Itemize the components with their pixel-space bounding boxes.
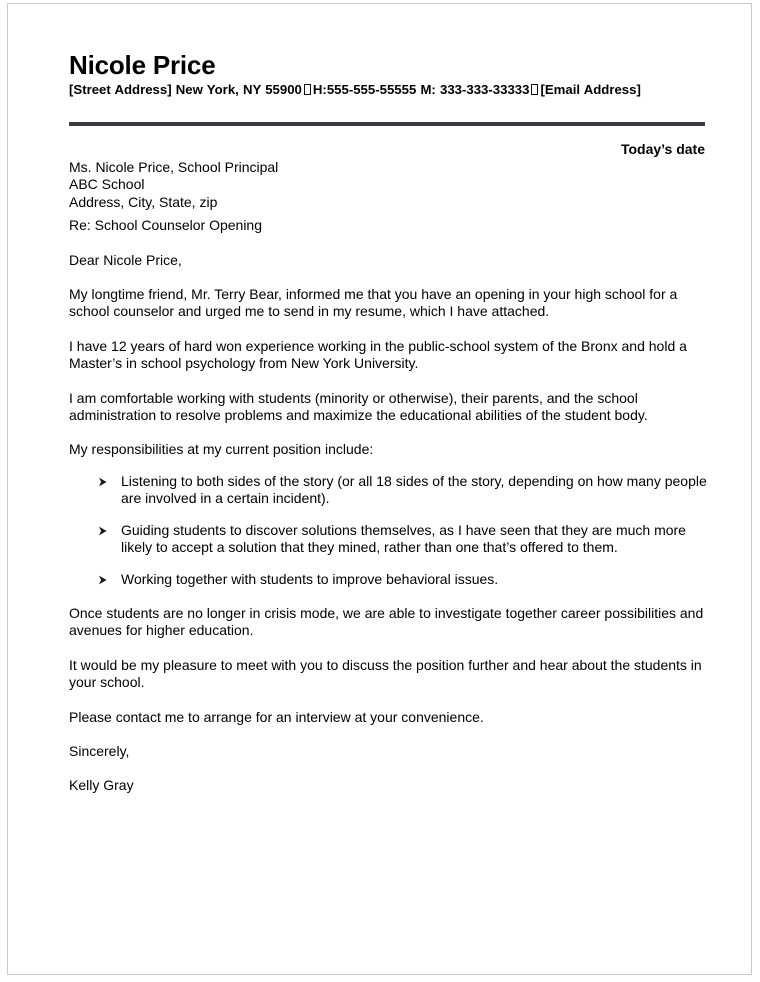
recipient-block [69,159,709,211]
responsibilities-list [69,473,709,588]
body-paragraph-1: My longtime friend, Mr. Terry Bear, informed me that you have an opening in your high school for a school counselor and urged me to send in my resume, which I have attached. [69,286,678,320]
document-page [7,3,752,975]
list-item-label: Listening to both sides of the story (or all 18 sides of the story, depending on how many people are involved in a certain incident). [121,472,707,507]
body-paragraph-2: I have 12 years of hard won experience working in the public-school system of the Bronx and hold a Master’s in school psychology from New York University. [69,337,687,372]
arrowhead-right-icon [98,473,112,487]
body-paragraph-4: Once students are no longer in crisis mode, we are able to investigate together career possibilities and avenues for higher education. [69,604,704,639]
recipient-line-2: ABC School [69,176,145,193]
list-item [69,522,709,557]
sender-address: [Street Address] New York, NY 55900 [69,82,302,97]
body-paragraph-3: I am comfortable working with students (minority or otherwise), their parents, and the school administration to resolve problems and maximize the educational abilities of the student body. [69,389,648,424]
salutation: Dear Nicole Price, [69,251,182,268]
list-item [69,571,709,588]
sender-name: Nicole Price [69,50,216,80]
signature-closing: Sincerely, [69,742,130,759]
missing-glyph-box-icon [531,84,538,95]
arrowhead-right-icon [98,571,112,585]
subject-line: Re: School Counselor Opening [69,217,263,234]
letterhead [69,50,705,98]
body-paragraph-6: Please contact me to arrange for an interview at your convenience. [69,708,484,725]
sender-email: [Email Address] [540,82,641,97]
list-item-label: Working together with students to improve behavioral issues. [121,570,499,587]
recipient-line-3: Address, City, State, zip [69,193,218,210]
list-item-label: Guiding students to discover solutions themselves, as I have seen that they are much more likely to accept a solution that they mined, rather than one that’s offered to them. [121,521,686,556]
letter-body [69,159,709,795]
date-line: Today’s date [620,141,705,157]
missing-glyph-box-icon [304,84,311,95]
letter-sheet [8,4,751,974]
sender-contact-line [69,81,705,98]
signature-name: Kelly Gray [69,777,134,794]
arrowhead-right-icon [98,522,112,536]
recipient-line-1: Ms. Nicole Price, School Principal [69,159,279,175]
list-intro: My responsibilities at my current position include: [69,441,374,458]
body-paragraph-5: It would be my pleasure to meet with you to discuss the position further and hear about the students in your school. [69,656,702,691]
list-item [69,473,709,508]
letterhead-divider [69,122,705,126]
sender-phones: H:555-555-55555 M: 333-333-33333 [312,82,530,97]
